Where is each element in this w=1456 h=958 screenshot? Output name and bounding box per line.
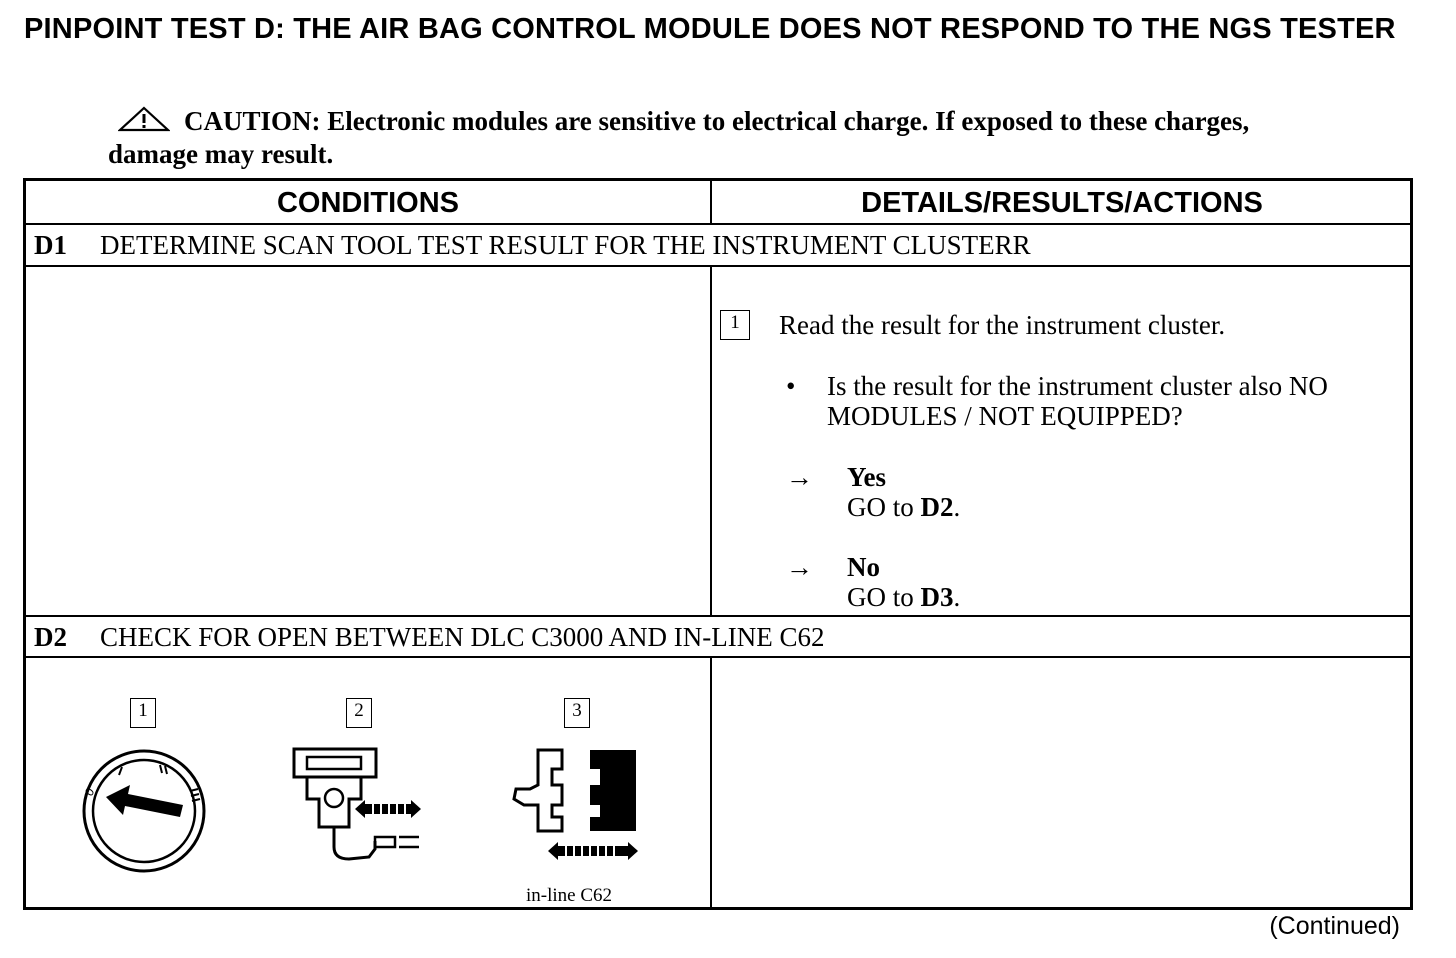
conditions-header: CONDITIONS bbox=[276, 187, 460, 219]
figure-caption: in-line C62 bbox=[526, 885, 613, 906]
divider bbox=[26, 615, 1410, 617]
step-title: DETERMINE SCAN TOOL TEST RESULT FOR THE INSTRUMENT CLUSTERR bbox=[100, 230, 1031, 260]
scan-tool-disconnect-icon bbox=[291, 747, 431, 867]
arrow-icon: → bbox=[786, 552, 813, 582]
divider bbox=[710, 181, 712, 225]
bullet: • bbox=[786, 371, 796, 401]
step-d1-title-row bbox=[34, 230, 1031, 260]
page-title: PINPOINT TEST D: THE AIR BAG CONTROL MODULE DOES NOT RESPOND TO THE NGS TESTER bbox=[24, 13, 1396, 45]
step-id: D2 bbox=[34, 622, 67, 652]
caution-label: CAUTION: bbox=[184, 106, 321, 136]
divider bbox=[710, 265, 712, 615]
step-id: D1 bbox=[34, 230, 67, 260]
answer-yes-goto: GO to D2. bbox=[847, 492, 961, 522]
divider bbox=[26, 265, 1410, 267]
figure-number-box: 2 bbox=[346, 698, 372, 728]
divider bbox=[26, 223, 1410, 225]
divider bbox=[710, 656, 712, 910]
step-d2-title-row bbox=[34, 622, 824, 652]
question-line-2: MODULES / NOT EQUIPPED? bbox=[827, 401, 1183, 431]
connector-disconnect-icon bbox=[510, 745, 650, 875]
goto-link-d3: D3 bbox=[920, 582, 954, 612]
pinpoint-test-table bbox=[23, 178, 1413, 910]
arrow-icon: → bbox=[786, 462, 813, 492]
goto-link-d2: D2 bbox=[920, 492, 954, 522]
warning-triangle-icon bbox=[118, 106, 170, 139]
continued-label: (Continued) bbox=[1269, 912, 1400, 940]
answer-yes-label: Yes bbox=[847, 462, 886, 492]
answer-no-label: No bbox=[847, 552, 880, 582]
answer-no-goto: GO to D3. bbox=[847, 582, 961, 612]
svg-text:0: 0 bbox=[81, 785, 98, 799]
figure-number-box: 1 bbox=[130, 698, 156, 728]
ignition-switch-icon bbox=[78, 747, 214, 877]
step-title: CHECK FOR OPEN BETWEEN DLC C3000 AND IN-LINE C62 bbox=[100, 622, 825, 652]
figure-number-box: 3 bbox=[564, 698, 590, 728]
question-line-1: Is the result for the instrument cluster also NO bbox=[827, 371, 1328, 401]
divider bbox=[26, 656, 1410, 658]
caution-note bbox=[108, 106, 1308, 170]
details-header: DETAILS/RESULTS/ACTIONS bbox=[861, 187, 1263, 219]
caution-text: Electronic modules are sensitive to electrical charge. If exposed to these charges, damage may result. bbox=[108, 106, 1250, 169]
action-text: Read the result for the instrument cluster. bbox=[779, 310, 1226, 340]
action-number-box: 1 bbox=[720, 310, 750, 340]
